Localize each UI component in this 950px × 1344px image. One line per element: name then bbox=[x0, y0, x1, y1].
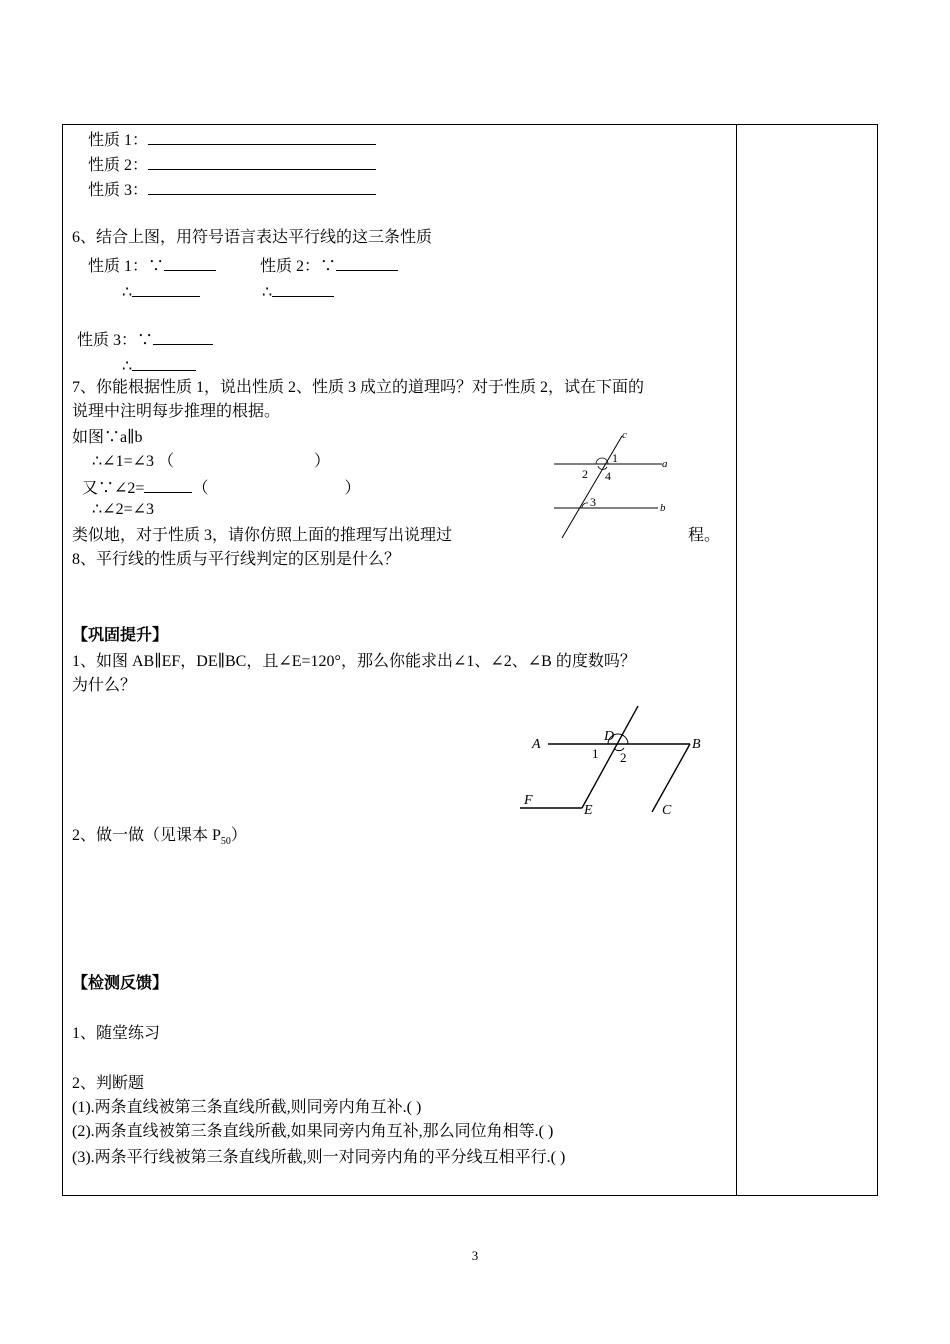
q6-title: 6、结合上图，用符号语言表达平行线的这三条性质 bbox=[72, 229, 433, 246]
q6-therefore-1-label: ∴ bbox=[122, 284, 133, 301]
consolidate-heading: 【巩固提升】 bbox=[72, 627, 169, 644]
property-2-line bbox=[88, 153, 376, 176]
label-angle-1-b: 1 bbox=[592, 746, 599, 761]
label-B: B bbox=[692, 737, 701, 752]
q6-p3-blank[interactable] bbox=[153, 328, 213, 345]
q6-therefore-1-blank[interactable] bbox=[132, 280, 200, 297]
label-angle-4: 4 bbox=[605, 469, 611, 483]
label-b: b bbox=[660, 502, 666, 514]
judge-item-1: (1).两条直线被第三条直线所截,则同旁内角互补.( ) bbox=[72, 1099, 422, 1116]
property-2-blank[interactable] bbox=[148, 153, 376, 170]
property-1-blank[interactable] bbox=[148, 128, 376, 145]
property-1-label: 性质 1： bbox=[88, 132, 149, 149]
q7-step-2-open: （ bbox=[192, 480, 209, 497]
q6-therefore-2 bbox=[262, 280, 334, 303]
q7-step-2-text: 又∵∠2= bbox=[82, 480, 145, 497]
abef-figure bbox=[518, 704, 728, 820]
q7-analog: 类似地，对于性质 3，请你仿照上面的推理写出说理过 bbox=[72, 527, 453, 544]
q7-step-2-blank[interactable] bbox=[144, 476, 192, 493]
consolidate-q2-text: 2、做一做（见课本 P bbox=[72, 827, 221, 844]
q7-step-3: ∴∠2=∠3 bbox=[92, 501, 155, 518]
q6-therefore-1 bbox=[122, 280, 200, 303]
q7-step-2 bbox=[82, 476, 360, 499]
q6-p3-label: 性质 3：∵ bbox=[77, 332, 154, 349]
consolidate-q1-line-1: 1、如图 AB∥EF，DE∥BC，且∠E=120°，那么你能求出∠1、∠2、∠B 的度数吗？ bbox=[72, 653, 636, 670]
feedback-item-1: 1、随堂练习 bbox=[72, 1025, 161, 1042]
q6-therefore-3-blank[interactable] bbox=[132, 354, 196, 371]
q6-property-1 bbox=[88, 254, 216, 277]
judge-item-3: (3).两条平行线被第三条直线所截,则一对同旁内角的平分线互相平行.( ) bbox=[72, 1149, 566, 1166]
line-bc bbox=[652, 744, 690, 812]
column-divider bbox=[736, 124, 737, 1196]
q7-line-2: 说理中注明每步推理的根据。 bbox=[72, 403, 281, 420]
property-2-label: 性质 2： bbox=[88, 157, 149, 174]
property-1-line bbox=[88, 128, 376, 151]
q6-property-2 bbox=[260, 254, 398, 277]
label-angle-3: 3 bbox=[590, 495, 596, 509]
label-D: D bbox=[604, 729, 615, 744]
q7-step-2-close: ） bbox=[344, 480, 361, 497]
consolidate-q2-page-sub: 50 bbox=[220, 836, 231, 848]
property-3-line bbox=[88, 178, 376, 201]
q7-line-1: 7、你能根据性质 1，说出性质 2、性质 3 成立的道理吗？对于性质 2，试在下面的 bbox=[72, 379, 645, 396]
q7-analog-end: 程。 bbox=[688, 527, 721, 544]
consolidate-q1-line-2: 为什么？ bbox=[72, 677, 137, 694]
parallel-lines-figure bbox=[550, 428, 680, 540]
feedback-heading: 【检测反馈】 bbox=[72, 975, 169, 992]
q6-p2-label: 性质 2：∵ bbox=[260, 258, 337, 275]
q8-question: 8、平行线的性质与平行线判定的区别是什么？ bbox=[72, 551, 401, 568]
q6-p1-label: 性质 1：∵ bbox=[88, 258, 165, 275]
q6-therefore-2-label: ∴ bbox=[262, 284, 273, 301]
q7-given: 如图∵a∥b bbox=[72, 429, 143, 446]
q6-therefore-3-label: ∴ bbox=[122, 358, 133, 375]
feedback-item-2: 2、判断题 bbox=[72, 1075, 145, 1092]
label-A: A bbox=[532, 737, 541, 752]
page-number: 3 bbox=[471, 1248, 479, 1263]
q7-step-1 bbox=[92, 452, 330, 472]
property-3-blank[interactable] bbox=[148, 178, 376, 195]
q7-step-1-text: ∴∠1=∠3 （ bbox=[92, 453, 175, 470]
q6-property-3 bbox=[77, 328, 213, 351]
q6-therefore-2-blank[interactable] bbox=[272, 280, 334, 297]
label-c: c bbox=[622, 429, 627, 441]
q6-p2-blank[interactable] bbox=[336, 254, 398, 271]
judge-item-2: (2).两条直线被第三条直线所截,如果同旁内角互补,那么同位角相等.( ) bbox=[72, 1123, 554, 1140]
label-angle-2: 2 bbox=[582, 467, 588, 481]
label-angle-2-b: 2 bbox=[620, 750, 627, 765]
consolidate-q2-end: ） bbox=[230, 827, 247, 844]
label-C: C bbox=[662, 803, 672, 818]
consolidate-q2 bbox=[72, 826, 247, 852]
angle-arc-3 bbox=[582, 503, 588, 508]
line-de bbox=[582, 706, 638, 808]
q7-step-1-close: ） bbox=[314, 453, 331, 470]
label-F: F bbox=[524, 793, 533, 808]
label-a: a bbox=[662, 458, 668, 470]
q6-p1-blank[interactable] bbox=[164, 254, 216, 271]
q6-therefore-3 bbox=[122, 354, 196, 377]
label-angle-1: 1 bbox=[612, 451, 618, 465]
label-E: E bbox=[584, 803, 593, 818]
property-3-label: 性质 3： bbox=[88, 182, 149, 199]
